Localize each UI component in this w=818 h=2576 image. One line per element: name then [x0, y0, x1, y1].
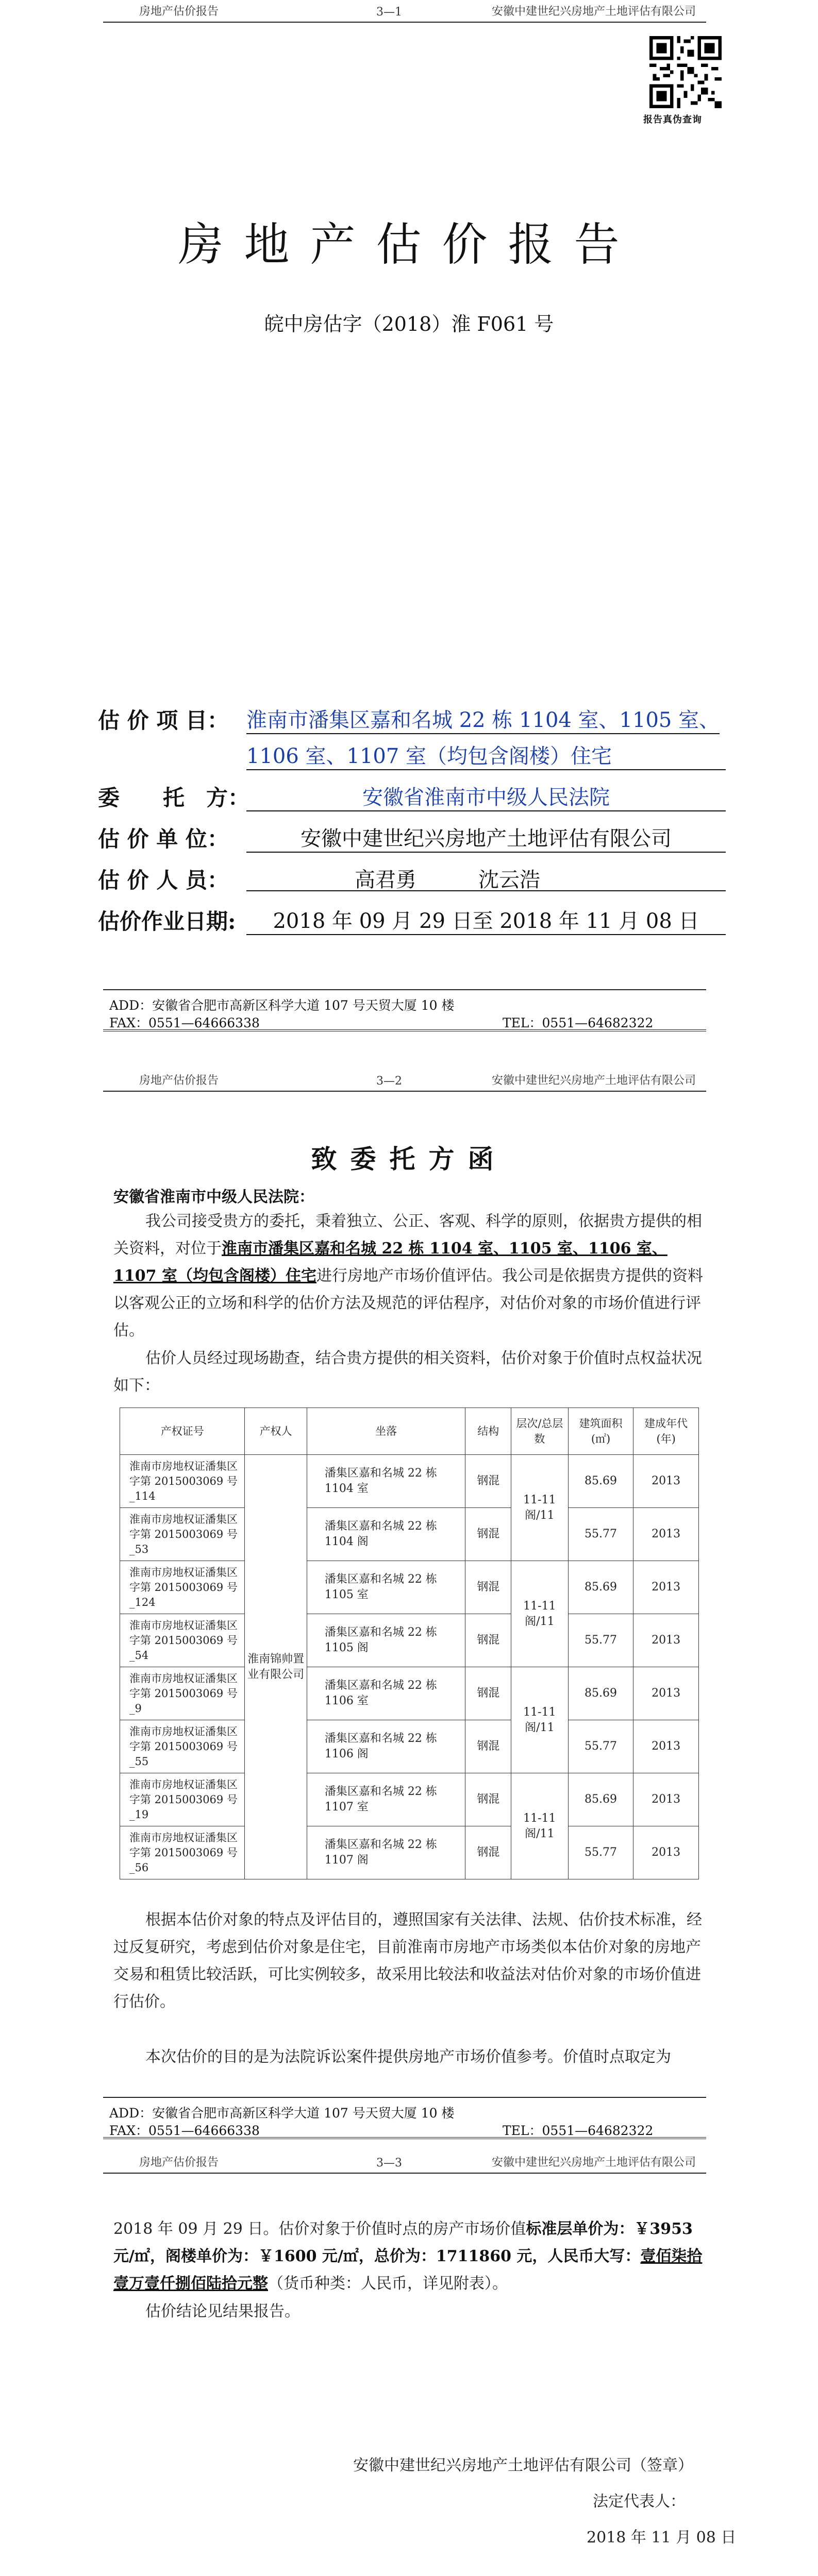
letter-paragraph-5	[113, 2215, 706, 2297]
cell-cert: 淮南市房地权证潘集区字第 2015003069 号_53	[120, 1508, 245, 1561]
table-row	[120, 1667, 699, 1720]
p5-text-d: （货币种类：人民币，详见附表）。	[268, 2275, 508, 2293]
cell-area: 55.77	[568, 1826, 633, 1879]
cell-area: 55.77	[568, 1720, 633, 1773]
p5-price: 标准层单价为：￥3953 元/㎡，阁楼单价为：￥1600 元/㎡，总价为：1711860 元，人民币大写：	[113, 2220, 693, 2265]
cell-location: 潘集区嘉和名城 22 栋 1105 阁	[307, 1614, 465, 1667]
cell-cert: 淮南市房地权证潘集区字第 2015003069 号_54	[120, 1614, 245, 1667]
cell-cert: 淮南市房地权证潘集区字第 2015003069 号_9	[120, 1667, 245, 1720]
cell-floor: 11-11 阁/11	[511, 1561, 569, 1667]
letter-paragraph-1	[113, 1208, 706, 1344]
table-row	[120, 1826, 699, 1879]
page-header	[103, 0, 706, 23]
table-row	[120, 1773, 699, 1826]
date-label: 估价作业日期:	[98, 909, 236, 934]
cell-area: 85.69	[568, 1773, 633, 1826]
cell-structure: 钢混	[465, 1614, 511, 1667]
cover-page	[0, 0, 818, 1030]
table-row	[120, 1508, 699, 1561]
appraiser-value	[246, 863, 726, 891]
cell-cert: 淮南市房地权证潘集区字第 2015003069 号_55	[120, 1720, 245, 1773]
letter-paragraph-6: 估价结论见结果报告。	[145, 2302, 300, 2320]
report-number: 皖中房估字（2018）淮 F061 号	[264, 313, 554, 335]
letter-addressee: 安徽省淮南市中级人民法院：	[113, 1188, 314, 1206]
p1-property: 淮南市潘集区嘉和名城 22 栋 1104 室、1105 室、1106 室、1107 室（均包含阁楼）住宅	[113, 1240, 667, 1285]
client-label: 委 托 方：	[98, 785, 250, 810]
cell-year: 2013	[633, 1455, 699, 1508]
footer-tel: TEL：0551—64682322	[503, 1015, 654, 1030]
col-area: 建筑面积(㎡)	[568, 1408, 633, 1455]
cell-location: 潘集区嘉和名城 22 栋 1105 室	[307, 1561, 465, 1614]
cell-year: 2013	[633, 1561, 699, 1614]
cell-structure: 钢混	[465, 1826, 511, 1879]
qr-code-icon[interactable]	[649, 36, 722, 108]
cell-structure: 钢混	[465, 1720, 511, 1773]
p1-text-c: 进行房地产市场价值评估。我公司是依据贵方提供的资料以客观公正的立场和科学的估价方法及规范的评估程序，对估价对象的市场价值进行评估。	[113, 1267, 703, 1340]
cell-cert: 淮南市房地权证潘集区字第 2015003069 号_56	[120, 1826, 245, 1879]
cell-location: 潘集区嘉和名城 22 栋 1107 阁	[307, 1826, 465, 1879]
col-owner: 产权人	[245, 1408, 307, 1455]
cell-year: 2013	[633, 1508, 699, 1561]
signature-representative: 法定代表人：	[593, 2493, 686, 2511]
col-year: 建成年代(年)	[633, 1408, 699, 1455]
col-structure: 结构	[465, 1408, 511, 1455]
table-header-row	[120, 1408, 699, 1455]
letter-title: 致委托方函	[311, 1144, 507, 1174]
col-location: 坐落	[307, 1408, 465, 1455]
table-row	[120, 1561, 699, 1614]
footer-rule	[103, 2137, 706, 2139]
project-value-line2: 1106 室、1107 室（均包含阁楼）住宅	[246, 740, 726, 770]
table-row	[120, 1614, 699, 1667]
client-value: 安徽省淮南市中级人民法院	[246, 781, 726, 811]
page-footer	[103, 989, 706, 1029]
footer-fax: FAX：0551—64666338	[109, 1015, 260, 1030]
letter-paragraph-4: 本次估价的目的是为法院诉讼案件提供房地产市场价值参考。价值时点取定为	[145, 2048, 671, 2066]
cell-area: 55.77	[568, 1508, 633, 1561]
p5-text-a: 2018 年 09 月 29 日。估价对象于价值时点的房产市场价值	[113, 2220, 526, 2238]
cell-year: 2013	[633, 1614, 699, 1667]
appraiser-name-2: 沈云浩	[478, 868, 540, 892]
cell-location: 潘集区嘉和名城 22 栋 1104 阁	[307, 1508, 465, 1561]
project-label: 估 价 项 目：	[98, 708, 229, 733]
unit-label: 估 价 单 位：	[98, 826, 229, 852]
cell-floor: 11-11 阁/11	[511, 1667, 569, 1773]
table-row	[120, 1455, 699, 1508]
header-company: 安徽中建世纪兴房地产土地评估有限公司	[491, 2156, 696, 2169]
footer-tel: TEL：0551—64682322	[503, 2123, 654, 2138]
cell-cert: 淮南市房地权证潘集区字第 2015003069 号_124	[120, 1561, 245, 1614]
header-page-number: 3—3	[376, 2157, 402, 2170]
cell-structure: 钢混	[465, 1773, 511, 1826]
cell-cert: 淮南市房地权证潘集区字第 2015003069 号_114	[120, 1455, 245, 1508]
header-title: 房地产估价报告	[139, 5, 219, 18]
header-page-number: 3—1	[376, 6, 402, 19]
table-row	[120, 1720, 699, 1773]
cell-year: 2013	[633, 1773, 699, 1826]
letter-paragraph-2: 估价人员经过现场勘查，结合贵方提供的相关资料，估价对象于价值时点权益状况如下：	[113, 1349, 702, 1395]
col-floor: 层次/总层数	[511, 1408, 569, 1455]
cell-area: 85.69	[568, 1561, 633, 1614]
appraiser-name-1: 高君勇	[355, 868, 416, 892]
cell-location: 潘集区嘉和名城 22 栋 1106 阁	[307, 1720, 465, 1773]
header-title: 房地产估价报告	[139, 2156, 219, 2169]
cell-area: 85.69	[568, 1667, 633, 1720]
project-value-line1: 淮南市潘集区嘉和名城 22 栋 1104 室、1105 室、	[246, 704, 720, 734]
cell-structure: 钢混	[465, 1667, 511, 1720]
cell-structure: 钢混	[465, 1455, 511, 1508]
footer-address: ADD：安徽省合肥市高新区科学大道 107 号天贸大厦 10 楼	[109, 998, 455, 1013]
property-table	[120, 1408, 699, 1879]
p1-text-a: 我公司接受贵方的委托，秉着独立、公正、客观、科学的原则，依据贵方提供的相关资料，对位于	[113, 1212, 702, 1258]
p5-total-words: 壹佰柒拾壹万壹仟捌佰陆拾元整	[113, 2247, 703, 2293]
footer-address: ADD：安徽省合肥市高新区科学大道 107 号天贸大厦 10 楼	[109, 2106, 455, 2121]
cell-area: 85.69	[568, 1455, 633, 1508]
cell-year: 2013	[633, 1667, 699, 1720]
cell-structure: 钢混	[465, 1561, 511, 1614]
cell-year: 2013	[633, 1720, 699, 1773]
footer-fax: FAX：0551—64666338	[109, 2123, 260, 2138]
unit-value: 安徽中建世纪兴房地产土地评估有限公司	[246, 822, 726, 853]
cell-floor: 11-11 阁/11	[511, 1455, 569, 1561]
letter-paragraph-3: 根据本估价对象的特点及评估目的，遵照国家有关法律、法规、估价技术标准，经过反复研究，考虑到估价对象是住宅，目前淮南市房地产市场类似本估价对象的房地产交易和租赁比较活跃，可比实例较多，故采用比较法和收益法对估价对象的市场价值进行估价。	[113, 1911, 702, 2011]
cell-year: 2013	[633, 1826, 699, 1879]
header-company: 安徽中建世纪兴房地产土地评估有限公司	[491, 5, 696, 18]
cell-cert: 淮南市房地权证潘集区字第 2015003069 号_19	[120, 1773, 245, 1826]
cell-structure: 钢混	[465, 1508, 511, 1561]
date-value: 2018 年 09 月 29 日至 2018 年 11 月 08 日	[246, 905, 726, 935]
appraiser-label: 估 价 人 员：	[98, 868, 229, 893]
col-cert: 产权证号	[120, 1408, 245, 1455]
page-footer	[103, 2097, 706, 2137]
cell-owner: 淮南锦帅置业有限公司	[245, 1455, 307, 1879]
report-title: 房地产估价报告	[178, 218, 640, 271]
signature-date: 2018 年 11 月 08 日	[587, 2529, 737, 2547]
cell-location: 潘集区嘉和名城 22 栋 1106 室	[307, 1667, 465, 1720]
cell-area: 55.77	[568, 1614, 633, 1667]
signature-company: 安徽中建世纪兴房地产土地评估有限公司（签章）	[353, 2456, 693, 2475]
header-company: 安徽中建世纪兴房地产土地评估有限公司	[491, 1074, 696, 1087]
page-header	[103, 1069, 706, 1092]
cell-location: 潘集区嘉和名城 22 栋 1104 室	[307, 1455, 465, 1508]
header-title: 房地产估价报告	[139, 1074, 219, 1087]
footer-rule	[103, 1029, 706, 1031]
page-header	[103, 2151, 706, 2174]
cell-floor: 11-11 阁/11	[511, 1773, 569, 1879]
cell-location: 潘集区嘉和名城 22 栋 1107 室	[307, 1773, 465, 1826]
header-page-number: 3—2	[376, 1075, 402, 1088]
qr-caption: 报告真伪查询	[643, 114, 702, 125]
